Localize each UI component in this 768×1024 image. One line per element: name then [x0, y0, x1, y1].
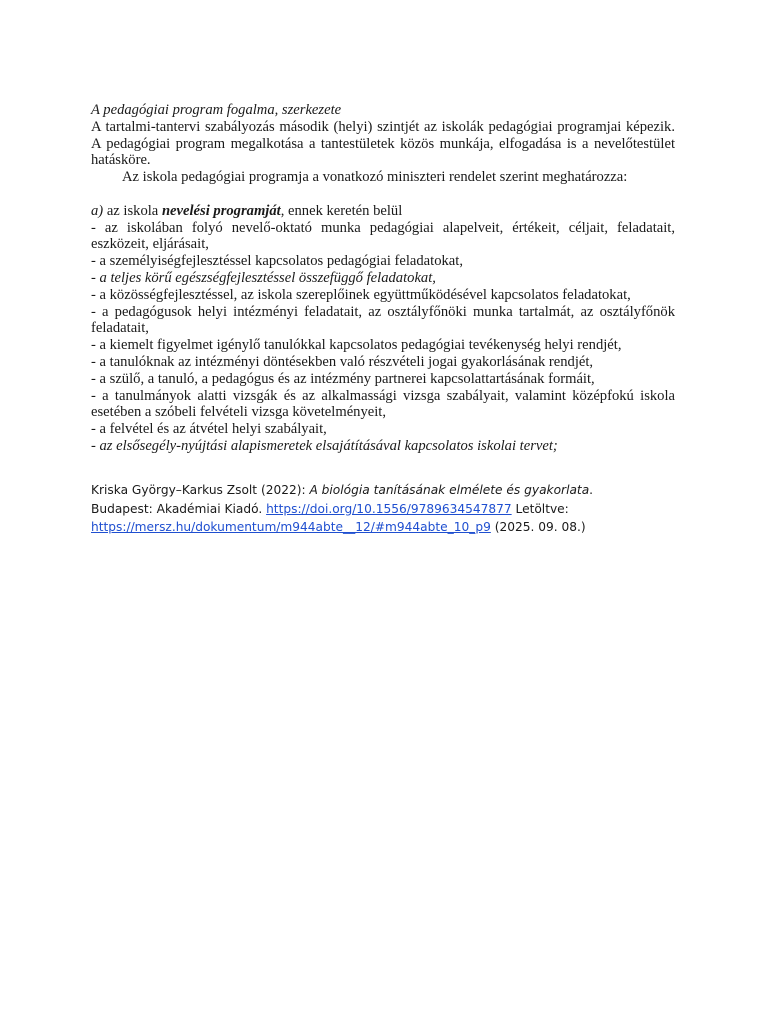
- list-item: - a kiemelt figyelmet igénylő tanulókkal kapcsolatos pedagógiai tevékenység helyi rendjét,: [91, 337, 622, 354]
- blank-line: [91, 186, 675, 203]
- intro-paragraph: A tartalmi-tantervi szabályozás második (helyi) szintjét az iskolák pedagógiai programjai képezik. A pedagógiai program megalkotása a tantestületek közös munkája, elfogadása is a nevelőtestület hatásköre.: [91, 118, 675, 169]
- list-item: - a tanulóknak az intézményi döntésekben való részvételi jogai gyakorlásának rendjét,: [91, 353, 594, 370]
- ref-downloaded-label: Letöltve:: [511, 501, 569, 516]
- section-a-label: a): [91, 202, 104, 219]
- reference-block: [91, 481, 651, 537]
- main-text: [91, 102, 675, 455]
- list-item: - az iskolában folyó nevelő-oktató munka pedagógiai alapelveit, értékeit, céljait, feladatait, eszközeit, eljárásait,: [91, 219, 675, 253]
- bullet-list: [91, 220, 675, 455]
- list-item: - a felvétel és az átvétel helyi szabályait,: [91, 421, 327, 438]
- section-a-heading: [91, 203, 675, 220]
- decree-paragraph: Az iskola pedagógiai programja a vonatkozó miniszteri rendelet szerint meghatározza:: [122, 169, 628, 186]
- section-a-pre: az iskola: [103, 202, 162, 219]
- ref-authors: Kriska György–Karkus Zsolt (2022):: [91, 483, 310, 497]
- section-a-post: , ennek keretén belül: [280, 202, 403, 219]
- ref-url-link[interactable]: https://mersz.hu/dokumentum/m944abte__12/#m944abte_10_p9: [91, 520, 491, 534]
- list-item: - a szülő, a tanuló, a pedagógus és az intézmény partnerei kapcsolattartásának formáit,: [91, 370, 595, 387]
- ref-publisher: . Budapest: Akadémiai Kiadó.: [91, 483, 594, 516]
- list-item: - a közösségfejlesztéssel, az iskola szereplőinek együttműködésével kapcsolatos feladatokat,: [91, 286, 631, 303]
- list-item: - a teljes körű egészségfejlesztéssel összefüggő feladatokat,: [91, 269, 436, 286]
- list-item: - a pedagógusok helyi intézményi feladatait, az osztályfőnöki munka tartalmát, az osztályfőnök feladatait,: [91, 303, 675, 337]
- list-item: - az elsősegély-nyújtási alapismeretek elsajátításával kapcsolatos iskolai tervet;: [91, 437, 558, 454]
- ref-doi-link[interactable]: https://doi.org/10.1556/9789634547877: [266, 501, 512, 516]
- ref-book-title: A biológia tanításának elmélete és gyakorlata: [309, 483, 590, 497]
- list-item: - a személyiségfejlesztéssel kapcsolatos pedagógiai feladatokat,: [91, 253, 463, 270]
- ref-date: (2025. 09. 08.): [490, 520, 586, 534]
- list-item: - a tanulmányok alatti vizsgák és az alkalmassági vizsga szabályait, valamint középfokú iskola esetében a szóbeli felvételi vizsga követelményeit,: [91, 387, 675, 421]
- section-a-emphasis: nevelési programját: [161, 202, 281, 219]
- section-title: A pedagógiai program fogalma, szerkezete: [91, 102, 342, 118]
